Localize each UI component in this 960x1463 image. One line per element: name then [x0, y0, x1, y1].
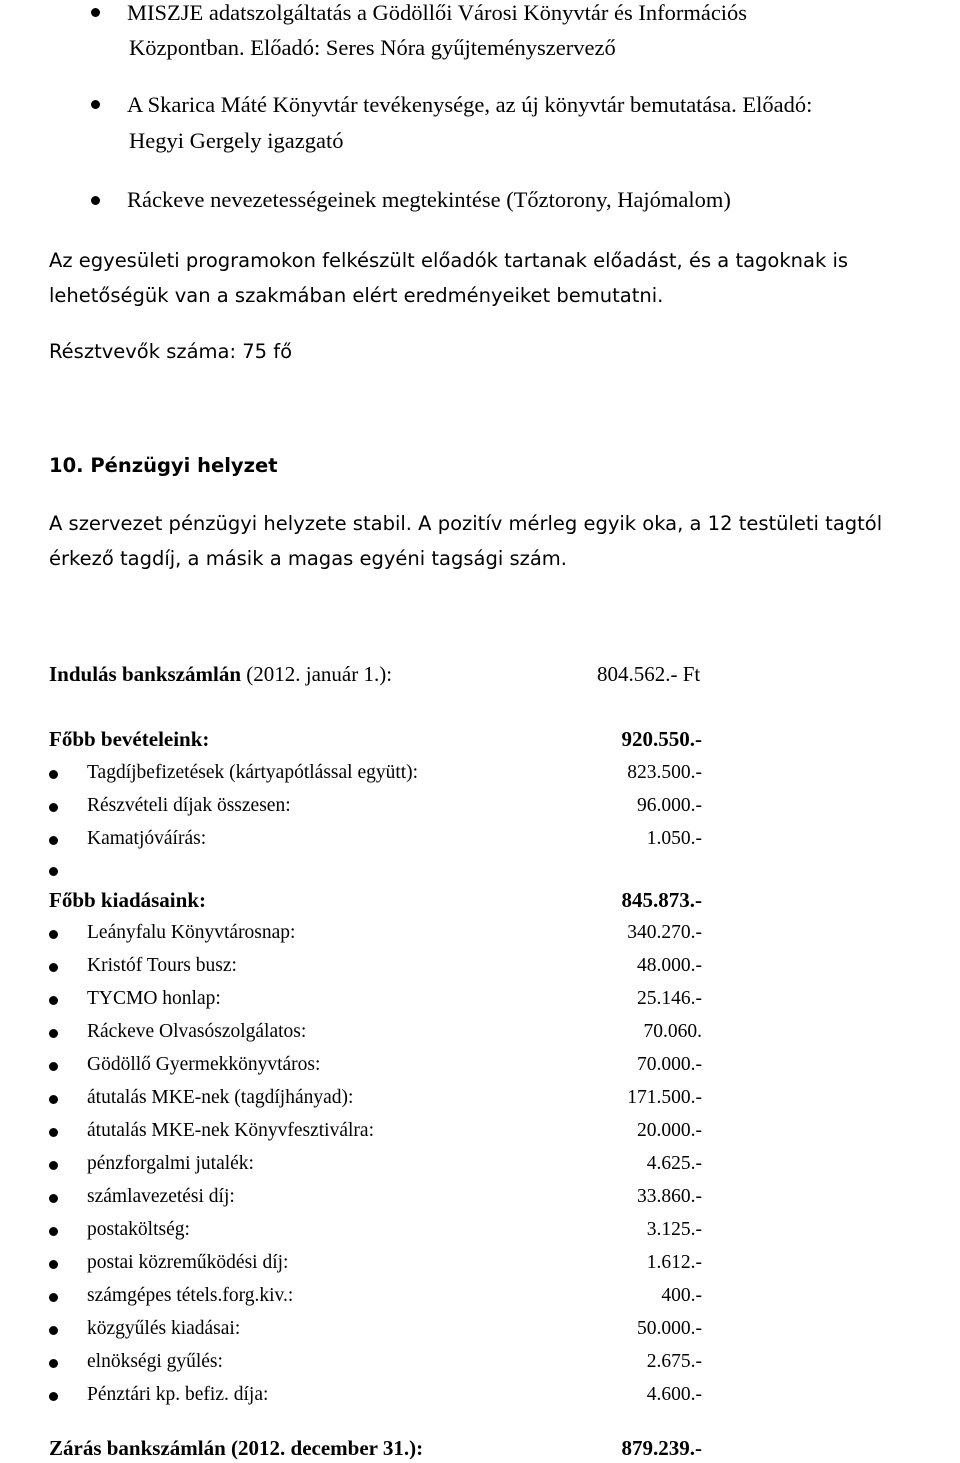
expense-item-label: postaköltség: [87, 1219, 190, 1240]
closing-balance-amount: 879.239.- [621, 1436, 702, 1460]
section-heading [49, 456, 278, 476]
bullet-icon [49, 770, 58, 779]
opening-balance-label-bold: Indulás bankszámlán [49, 662, 242, 686]
bullet-icon [49, 1326, 58, 1335]
bullet-icon [49, 803, 58, 812]
expense-item-label: Ráckeve Olvasószolgálatos: [87, 1021, 307, 1042]
bullet-icon [49, 930, 58, 939]
income-title: Főbb bevételeink: [49, 727, 210, 751]
bullet-icon [49, 963, 58, 972]
expense-item-label: számgépes tétels.forg.kiv.: [87, 1285, 294, 1306]
income-item-amount: 823.500.- [627, 762, 702, 783]
expense-item-amount: 3.125.- [646, 1219, 702, 1240]
bullet-icon [49, 1161, 58, 1170]
expense-item-label: átutalás MKE-nek (tagdíjhányad): [87, 1087, 354, 1108]
bullet-icon [49, 1095, 58, 1104]
expense-item-amount: 2.675.- [646, 1351, 702, 1372]
closing-balance-label: Zárás bankszámlán (2012. december 31.): [49, 1436, 424, 1460]
participants-count: Résztvevők száma: 75 fő [49, 340, 293, 363]
bullet-icon [49, 1062, 58, 1071]
bullet-icon [49, 1029, 58, 1038]
income-item-amount: 96.000.- [637, 795, 702, 816]
program-text-line-2: lehetőségük van a szakmában elért eredményeiket bemutatni. [49, 284, 664, 307]
income-total: 920.550.- [621, 727, 702, 751]
expense-item-label: pénzforgalmi jutalék: [87, 1153, 254, 1174]
expense-item-amount: 70.060. [643, 1021, 702, 1042]
expense-item-label: TYCMO honlap: [87, 988, 221, 1009]
expense-item-label: elnökségi gyűlés: [87, 1351, 223, 1372]
bullet-icon [49, 836, 58, 845]
event-item-2-line-1: A Skarica Máté Könyvtár tevékenysége, az új könyvtár bemutatása. Előadó: [127, 92, 813, 117]
bullet-icon [49, 1260, 58, 1269]
expense-item-amount: 340.270.- [627, 922, 702, 943]
expense-item-amount: 33.860.- [637, 1186, 702, 1207]
event-item-2-line-2: Hegyi Gergely igazgató [129, 128, 344, 153]
event-item-1-line-2: Központban. Előadó: Seres Nóra gyűjteményszervező [129, 35, 616, 60]
bullet-icon [49, 1128, 58, 1137]
expense-item-label: postai közreműködési díj: [87, 1252, 289, 1273]
expense-item-amount: 70.000.- [637, 1054, 702, 1075]
expense-item-label: átutalás MKE-nek Könyvfesztiválra: [87, 1120, 374, 1141]
bullet-icon [49, 1227, 58, 1236]
opening-balance-label-rest: (2012. január 1.): [241, 662, 393, 686]
expense-item-amount: 400.- [661, 1285, 702, 1306]
bullet-icon [49, 1392, 58, 1401]
expense-item-label: Gödöllő Gyermekkönyvtáros: [87, 1054, 321, 1075]
event-item-1-line-1: MISZJE adatszolgáltatás a Gödöllői Városi Könyvtár és Információs [127, 0, 748, 25]
income-item-amount: 1.050.- [646, 828, 702, 849]
expense-item-label: közgyűlés kiadásai: [87, 1318, 241, 1339]
expense-item-amount: 4.625.- [646, 1153, 702, 1174]
expenses-title: Főbb kiadásaink: [49, 888, 206, 912]
opening-balance-amount: 804.562.- Ft [597, 662, 701, 686]
bullet-icon [91, 196, 100, 205]
expense-item-amount: 1.612.- [646, 1252, 702, 1273]
bullet-icon [49, 996, 58, 1005]
section-number: 10. [49, 454, 84, 477]
income-item-label: Tagdíjbefizetések (kártyapótlással együtt): [87, 762, 419, 783]
expense-item-amount: 48.000.- [637, 955, 702, 976]
expense-item-amount: 171.500.- [627, 1087, 702, 1108]
expense-item-label: Leányfalu Könyvtárosnap: [87, 922, 296, 943]
finance-text-line-2: érkező tagdíj, a másik a magas egyéni tagsági szám. [49, 547, 567, 570]
section-title: Pénzügyi helyzet [90, 454, 278, 477]
bullet-icon [49, 1359, 58, 1368]
empty-bullet-icon [49, 867, 58, 876]
income-item-label: Kamatjóváírás: [87, 828, 207, 849]
event-item-3-line-1: Ráckeve nevezetességeinek megtekintése (Tőztorony, Hajómalom) [127, 187, 731, 212]
bullet-icon [49, 1293, 58, 1302]
finance-text-line-1: A szervezet pénzügyi helyzete stabil. A pozitív mérleg egyik oka, a 12 testületi tagtól [49, 512, 883, 535]
bullet-icon [91, 100, 100, 109]
expense-item-label: számlavezetési díj: [87, 1186, 235, 1207]
expense-item-amount: 4.600.- [646, 1384, 702, 1405]
expense-item-amount: 25.146.- [637, 988, 702, 1009]
bullet-icon [91, 8, 100, 17]
income-item-label: Részvételi díjak összesen: [87, 795, 291, 816]
expenses-total: 845.873.- [621, 888, 702, 912]
expense-item-amount: 20.000.- [637, 1120, 702, 1141]
expense-item-amount: 50.000.- [637, 1318, 702, 1339]
bullet-icon [49, 1194, 58, 1203]
program-text-line-1: Az egyesületi programokon felkészült előadók tartanak előadást, és a tagoknak is [49, 249, 849, 272]
expense-item-label: Kristóf Tours busz: [87, 955, 237, 976]
opening-balance-label [49, 664, 392, 685]
expense-item-label: Pénztári kp. befiz. díja: [87, 1384, 269, 1405]
